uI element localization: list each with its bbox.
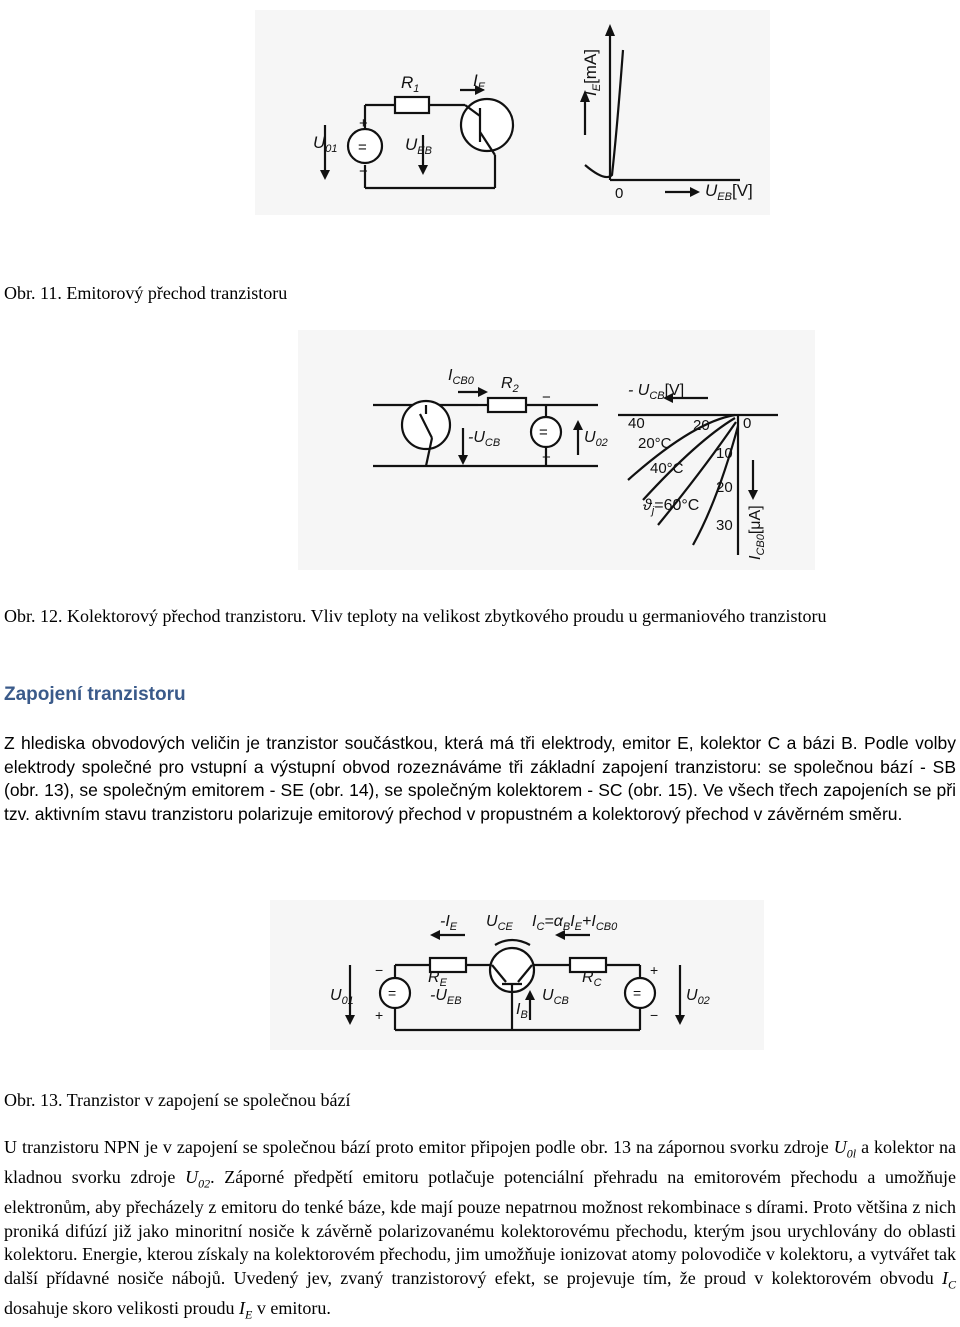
plus-sign-left: + — [375, 1007, 384, 1023]
ie-label: $I_E$ — [473, 71, 486, 93]
re-label: $R_E$ — [428, 969, 447, 989]
temp-60-label: $ϑ_j=60^\circ C$ — [643, 497, 700, 517]
source-symbol: = — [358, 139, 367, 156]
figure-13-common-base — [270, 900, 764, 1050]
minus-sign-left: − — [375, 962, 384, 978]
section-heading: Zapojení tranzistoru — [4, 684, 186, 705]
source-symbol: = — [539, 424, 548, 441]
ucb-label: $-U_{CB}$ — [468, 429, 501, 449]
plus-sign: + — [542, 449, 551, 466]
tick-y-20: 20 — [716, 479, 733, 496]
figure-12-collector-junction — [298, 330, 815, 570]
temp-40-label: 40°C — [650, 460, 684, 477]
minus-sign: − — [359, 163, 368, 180]
tick-y-30: 30 — [716, 517, 733, 534]
source-right-symbol: = — [633, 985, 642, 1001]
u02-label: $U_{02}$ — [686, 987, 710, 1007]
minus-sign: − — [542, 389, 551, 406]
ueb-label: $-U_{EB}$ — [430, 987, 462, 1007]
figure-11-emitter-junction — [255, 10, 770, 215]
minus-sign-right: − — [650, 1007, 659, 1023]
y-axis-label: $I_E[mA]$ — [581, 48, 603, 96]
temp-20-label: 20°C — [638, 435, 672, 452]
u01-label: $U_{01}$ — [313, 133, 338, 155]
x-axis-label: $U_{EB}[V]$ — [705, 181, 753, 203]
caption-figure-12: Obr. 12. Kolektorový přechod tranzistoru. Vliv teploty na velikost zbytkového proudu u germaniového tranzistoru — [4, 606, 827, 626]
caption-figure-13: Obr. 13. Tranzistor v zapojení se společnou bází — [4, 1090, 351, 1110]
paragraph-connections: Z hlediska obvodových veličin je tranzistor součástkou, která má tři elektrody, emitor E, kolektor C a bázi B. Podle volby elektrody společné pro vstupní a výstupní obvod rozeznáváme tři základní zapojení tranzistoru: se společnou bází - SB (obr. 13), se společným emitorem - SE (obr. 14), se společným kolektorem - SC (obr. 15). Ve všech třech zapojeních se při tzv. aktivním stavu tranzistoru polarizuje emitorový přechod v propustném a kolektorový přechod v závěrném směru. — [4, 733, 956, 824]
tick-y-10: 10 — [716, 445, 733, 462]
origin-label: 0 — [615, 185, 624, 202]
ucb-label: $U_{CB}$ — [542, 987, 569, 1007]
icbo-label: $I_{CB0}$ — [448, 367, 474, 387]
ie-label: $-I_E$ — [440, 913, 458, 933]
ic-label: $I_C=\alpha_BI_E+I_{CB0}$ — [532, 913, 618, 933]
rc-label: $R_C$ — [582, 969, 602, 989]
ueb-label: $U_{EB}$ — [405, 135, 432, 157]
paragraph-npn-common-base: U tranzistoru NPN je v zapojení se společnou bází proto emitor připojen podle obr. 13 na zápornou svorku zdroje $U_{0l}$ a kolektor na kladnou svorku zdroje $U_{02}$. Záporné předpětí emitoru potlačuje potenciální přehradu na emitorovém přechodu a umožňuje elektronům, aby přecházely z emitoru do tenké báze, kde mají pouze nepatrnou možnost rekombinace s dírami. Proto většina z nich proniká difúzí již jako minoritní nosiče k závěrně polarizovanému kolektorovému přechodu, kterým jsou urychlovány do oblasti kolektoru. Energie, kterou získaly na kolektorovém přechodu, jim umožňuje ionizovat atomy polovodiče v kolektoru, a vytvářet tak další přídavné nosiče nábojů. Uvedený jev, zvaný tranzistorový efekt, se projevuje tím, že proud v kolektorovém obvodu $I_C$ dosahuje skoro velikosti proudu $I_E$ v emitoru. — [4, 1137, 957, 1322]
source-left-symbol: = — [388, 985, 397, 1001]
uce-label: $U_{CE}$ — [486, 913, 513, 933]
ib-label: $I_B$ — [516, 1001, 528, 1021]
plus-sign-right: + — [650, 962, 659, 978]
x-axis-label: - $U_{CB}[V]$ — [628, 382, 685, 402]
u02-label: $U_{02}$ — [584, 429, 608, 449]
r2-label: $R_2$ — [501, 375, 519, 395]
tick-40: 40 — [628, 415, 645, 432]
caption-figure-11: Obr. 11. Emitorový přechod tranzistoru — [4, 283, 288, 303]
tick-20: 20 — [693, 417, 710, 434]
y-axis-label: $I_{CB0}[\mu A]$ — [747, 505, 767, 560]
plus-sign: + — [359, 115, 368, 132]
tick-0: 0 — [743, 415, 752, 432]
r1-label: $R_1$ — [401, 73, 420, 95]
u01-label: $U_{01}$ — [330, 987, 354, 1007]
